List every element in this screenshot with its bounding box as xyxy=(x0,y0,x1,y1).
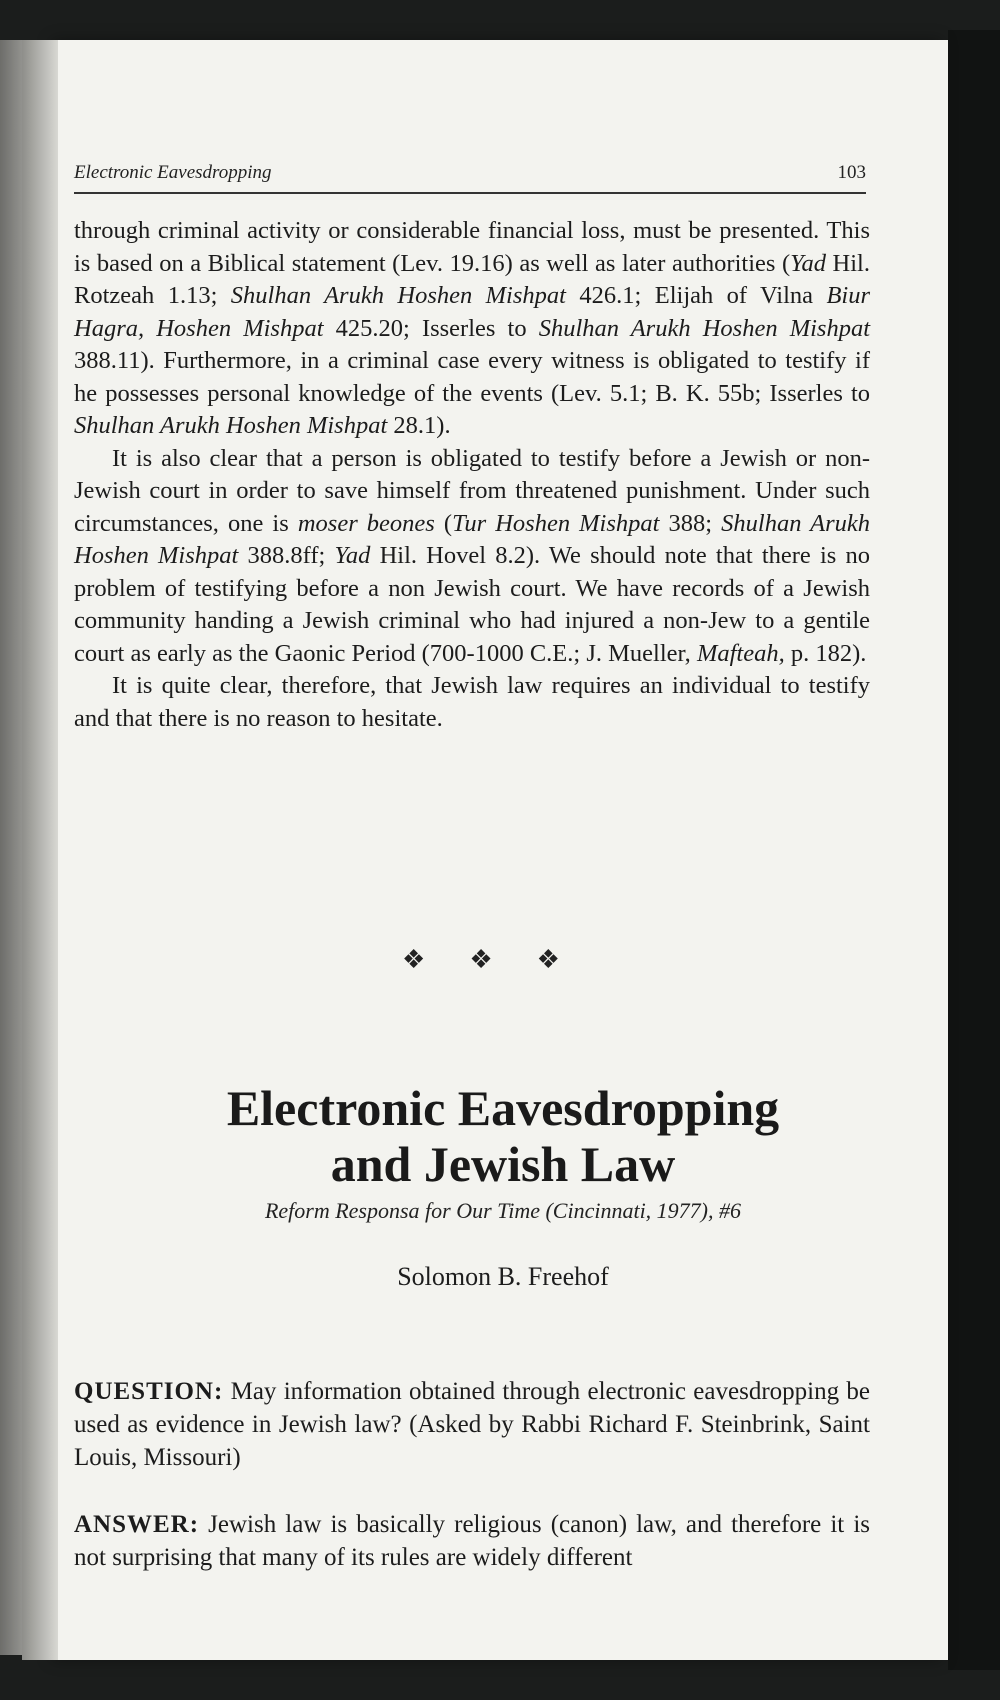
article-author: Solomon B. Freehof xyxy=(397,1262,609,1291)
citation: Yad xyxy=(334,542,371,569)
answer-text: Jewish law is basically religious (canon) law, and therefore it is not surprising that many of its rules are widely different xyxy=(74,1511,870,1571)
term: moser beones xyxy=(297,509,435,537)
paragraph-1 xyxy=(74,215,870,443)
answer-block xyxy=(74,1508,870,1574)
answer-label: ANSWER: xyxy=(74,1511,200,1538)
citation: Tur Hoshen Mishpat xyxy=(452,509,660,537)
citation: Shulhan Arukh Hoshen Mishpat xyxy=(538,314,871,342)
text-run: Hil. Rotzeah 1.13; xyxy=(74,249,870,309)
paragraph-3: It is quite clear, therefore, that Jewish law requires an individual to testify and that there is no reason to hesitate. xyxy=(74,672,870,732)
text-run: p. 182). xyxy=(784,639,867,667)
text-run: Hil. Hovel 8.2). We should note that there is no problem of testifying before a non Jewish court. We have records of a Jewish community handing a Jewish criminal who had injured a non-Jew to a gentile court as early as the Gaonic Period (700-1000 C.E.; J. Mueller, xyxy=(74,542,870,667)
article-title-line-1: Electronic Eavesdropping xyxy=(226,1080,780,1136)
paragraph-2 xyxy=(74,443,870,671)
text-run: 388; xyxy=(659,509,722,537)
text-run: ( xyxy=(434,509,453,537)
text-run: 388.11). Furthermore, in a criminal case every witness is obligated to testify if he possesses personal knowledge of the events (Lev. 5.1; B. K. 55b; Isserles to xyxy=(74,347,870,407)
article-title xyxy=(58,1080,948,1192)
text-run: 425.20; Isserles to xyxy=(323,314,539,342)
page-number: 103 xyxy=(837,162,866,183)
running-title: Electronic Eavesdropping xyxy=(74,162,272,183)
citation: Mafteah, xyxy=(696,639,785,667)
scan-background xyxy=(948,30,1000,1670)
text-run: It is also clear that a person is obligated to testify before a Jewish or non-Jewish court in order to save himself from threatened punishment. Under such circumstances, one is xyxy=(74,444,870,537)
citation: Shulhan Arukh Hoshen Mishpat xyxy=(74,412,388,439)
running-header xyxy=(74,158,866,194)
text-run: 426.1; Elijah of Vilna xyxy=(565,282,827,309)
question-text: May information obtained through electronic eavesdropping be used as evidence in Jewish law? (Asked by Rabbi Richard F. Steinbrink, Saint Louis, Missouri) xyxy=(74,1378,870,1471)
section-divider-ornament: ❖❖❖ xyxy=(402,945,604,974)
citation: Shulhan Arukh Hoshen Mishpat xyxy=(230,282,566,309)
article-source: Reform Responsa for Our Time (Cincinnati, 1977), #6 xyxy=(264,1198,742,1223)
article-title-line-2: and Jewish Law xyxy=(330,1136,676,1192)
book-page xyxy=(58,40,948,1660)
citation: Shulhan Arukh Hoshen Mishpat xyxy=(74,509,870,569)
text-run: 388.8ff; xyxy=(238,542,335,569)
question-label: QUESTION: xyxy=(74,1378,224,1405)
body-text xyxy=(74,215,870,735)
text-run: through criminal activity or considerable financial loss, must be presented. This is based on a Biblical statement (Lev. 19.16) as well as later authorities ( xyxy=(74,217,870,277)
citation: Yad xyxy=(790,249,827,277)
question-block xyxy=(74,1375,870,1474)
citation: Biur Hagra, Hoshen Mishpat xyxy=(74,282,871,342)
text-run: 28.1). xyxy=(387,412,451,439)
